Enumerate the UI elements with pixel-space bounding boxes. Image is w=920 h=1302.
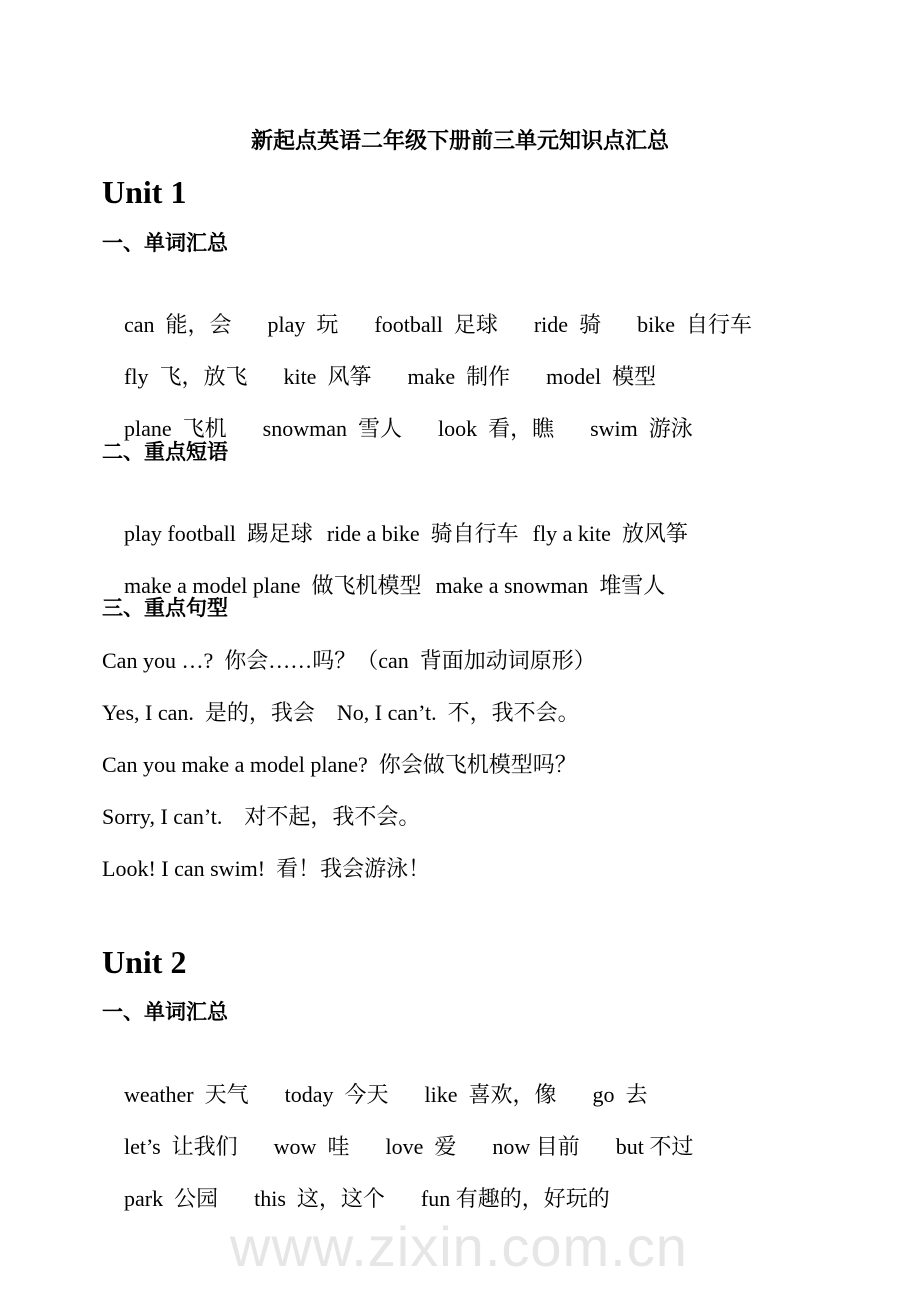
phrase-item: fly a kite 放风筝 — [532, 521, 688, 546]
document-title: 新起点英语二年级下册前三单元知识点汇总 — [250, 128, 669, 153]
vocab-item: bike 自行车 — [637, 312, 752, 337]
vocab-item: model 模型 — [546, 364, 657, 389]
vocab-item: kite 风筝 — [283, 364, 372, 389]
vocab-item: football 足球 — [374, 312, 498, 337]
vocab-item: go 去 — [592, 1082, 648, 1107]
vocab-item: like 喜欢，像 — [424, 1082, 557, 1107]
vocab-item: today 今天 — [284, 1082, 389, 1107]
sentence-line: Can you …? 你会……吗？（can 背面加动词原形） — [102, 648, 596, 673]
sentence-line: Sorry, I can’t. 对不起，我不会。 — [102, 804, 421, 829]
vocab-item: look 看，瞧 — [437, 416, 555, 441]
sentence-line: Can you make a model plane? 你会做飞机模型吗？ — [102, 752, 577, 777]
vocab-item: make 制作 — [407, 364, 511, 389]
vocab-item: love 爱 — [385, 1134, 457, 1159]
phrase-item: ride a bike 骑自行车 — [326, 521, 519, 546]
unit2-heading: Unit 2 — [102, 944, 187, 980]
phrase-item: play football 踢足球 — [124, 521, 313, 546]
vocab-item: fly 飞，放飞 — [124, 364, 248, 389]
unit2-vocab-heading: 一、单词汇总 — [102, 1000, 228, 1024]
unit1-vocab-heading: 一、单词汇总 — [102, 231, 228, 255]
vocab-item: park 公园 — [124, 1186, 219, 1211]
vocab-item: but 不过 — [615, 1134, 694, 1159]
vocab-item: plane 飞机 — [124, 416, 227, 441]
sentence-line: Look! I can swim! 看！我会游泳！ — [102, 856, 431, 881]
phrase-item: make a model plane 做飞机模型 — [124, 573, 422, 598]
vocab-item: swim 游泳 — [590, 416, 693, 441]
vocab-item: wow 哇 — [273, 1134, 350, 1159]
unit1-phrases-heading: 二、重点短语 — [102, 440, 228, 464]
vocab-item: let’s 让我们 — [124, 1134, 238, 1159]
unit1-sentences-heading: 三、重点句型 — [102, 596, 228, 620]
unit1-heading: Unit 1 — [102, 174, 187, 210]
vocab-item: now 目前 — [492, 1134, 580, 1159]
vocab-item: weather 天气 — [124, 1082, 249, 1107]
vocab-item: this 这，这个 — [254, 1186, 385, 1211]
vocab-item: fun 有趣的，好玩的 — [420, 1186, 610, 1211]
vocab-item: snowman 雪人 — [262, 416, 402, 441]
phrase-item: make a snowman 堆雪人 — [435, 573, 666, 598]
vocab-item: can 能，会 — [124, 312, 232, 337]
watermark: www.zixin.com.cn — [230, 1215, 688, 1278]
vocab-item: ride 骑 — [533, 312, 602, 337]
sentence-line: Yes, I can. 是的，我会 No, I can’t. 不，我不会。 — [102, 700, 580, 725]
vocab-item: play 玩 — [267, 312, 339, 337]
